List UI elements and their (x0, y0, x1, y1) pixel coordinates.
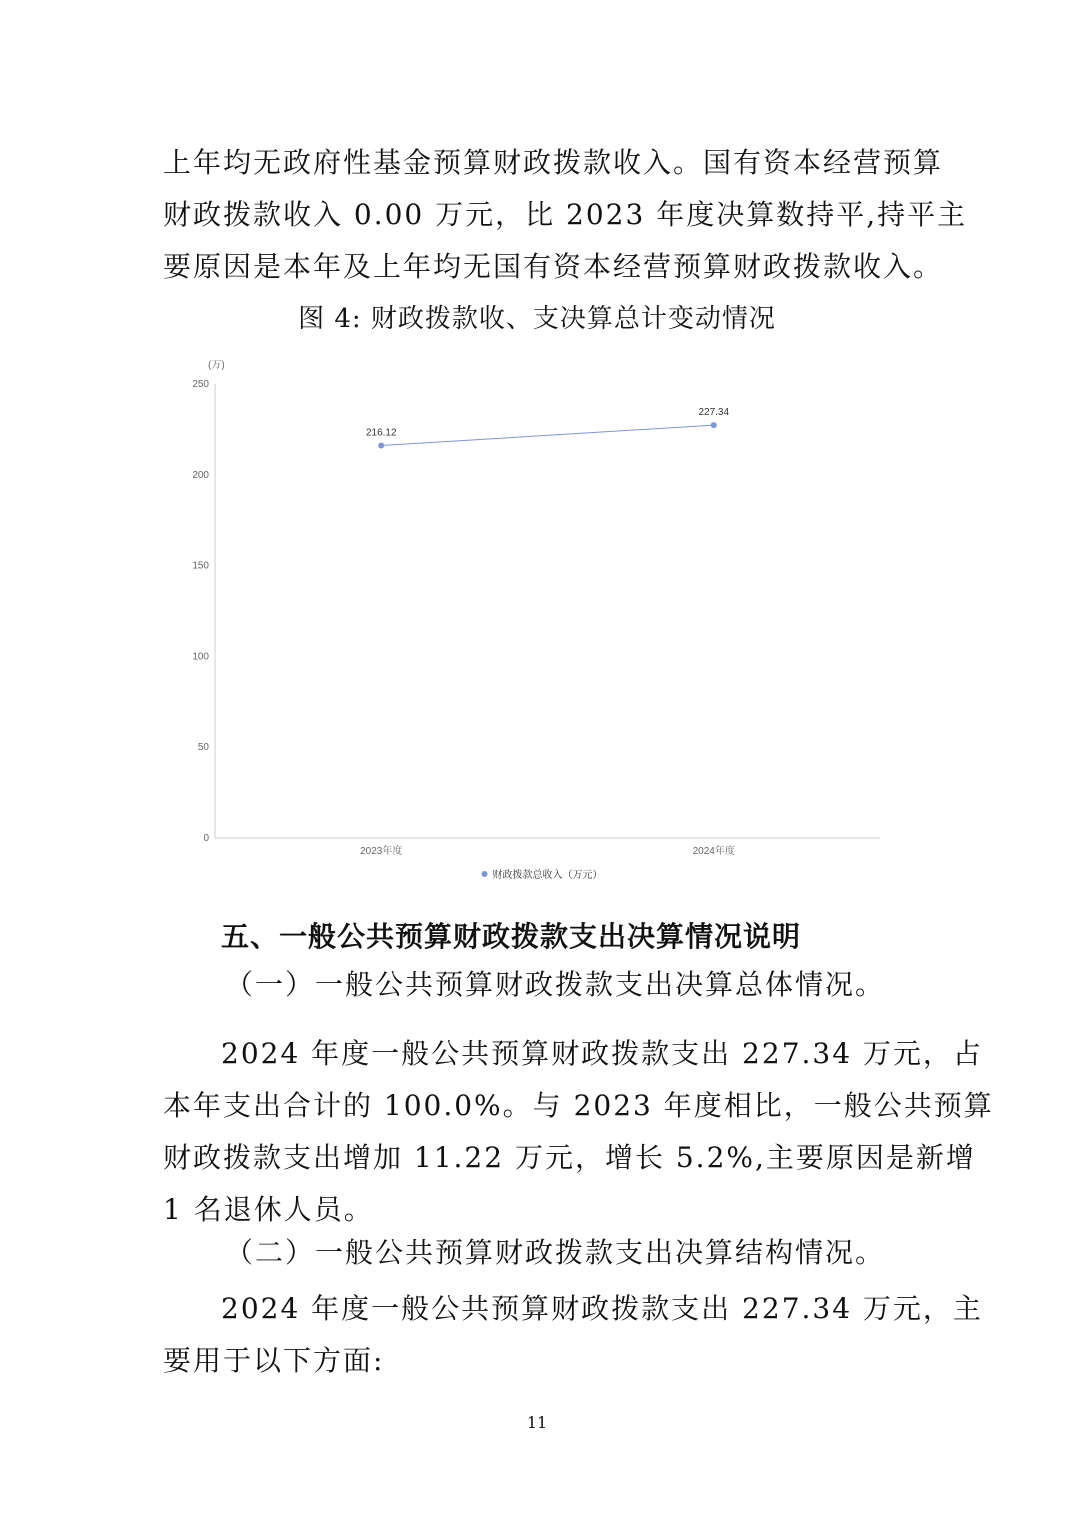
data-label: 216.12 (365, 427, 397, 439)
legend-marker (482, 871, 488, 877)
sub-heading-overall: （一）一般公共预算财政拨款支出决算总体情况。 (225, 968, 886, 1001)
series-lines (381, 425, 714, 445)
y-tick-label: 200 (192, 469, 209, 481)
x-axis-ticks (360, 844, 735, 857)
y-tick-label: 100 (192, 651, 209, 663)
y-axis-unit-label: (万) (208, 360, 225, 371)
data-point (378, 443, 384, 449)
paragraph-line: 上年均无政府性基金预算财政拨款收入。国有资本经营预算 (163, 146, 944, 179)
paragraph-line: 2024 年度一般公共预算财政拨款支出 227.34 万元，主 (221, 1292, 983, 1325)
data-labels (366, 407, 730, 438)
body-paragraph-top (163, 137, 968, 293)
body-paragraph-overall (163, 1028, 994, 1236)
figure-caption: 图 4: 财政拨款收、支决算总计变动情况 (298, 304, 776, 334)
paragraph-line: 财政拨款支出增加 11.22 万元，增长 5.2%,主要原因是新增 (163, 1141, 976, 1174)
y-tick-label: 150 (192, 560, 209, 572)
x-tick-label: 2023年度 (360, 846, 403, 857)
page-number: 11 (526, 1413, 548, 1432)
paragraph-line: 2024 年度一般公共预算财政拨款支出 227.34 万元，占 (221, 1037, 983, 1070)
paragraph-line: 要原因是本年及上年均无国有资本经营预算财政拨款收入。 (163, 250, 944, 283)
y-axis-ticks (192, 379, 209, 844)
paragraph-line: 1 名退休人员。 (163, 1193, 374, 1226)
y-tick-label: 50 (197, 742, 209, 754)
data-label: 227.34 (698, 407, 730, 419)
line-chart (160, 348, 900, 888)
series-line (381, 425, 714, 445)
body-paragraph-structure (163, 1283, 983, 1387)
y-tick-label: 250 (192, 379, 209, 390)
paragraph-line: 本年支出合计的 100.0%。与 2023 年度相比，一般公共预算 (163, 1089, 994, 1122)
paragraph-line: 财政拨款收入 0.00 万元，比 2023 年度决算数持平,持平主 (163, 198, 968, 231)
sub-heading-structure: （二）一般公共预算财政拨款支出决算结构情况。 (225, 1236, 886, 1269)
section-heading: 五、一般公共预算财政拨款支出决算情况说明 (221, 920, 802, 953)
paragraph-line: 要用于以下方面: (163, 1344, 385, 1377)
y-tick-label: 0 (203, 833, 209, 844)
data-point (711, 422, 717, 428)
chart-legend (482, 868, 603, 881)
x-tick-label: 2024年度 (692, 846, 735, 857)
legend-label: 财政拨款总收入（万元） (492, 870, 603, 881)
